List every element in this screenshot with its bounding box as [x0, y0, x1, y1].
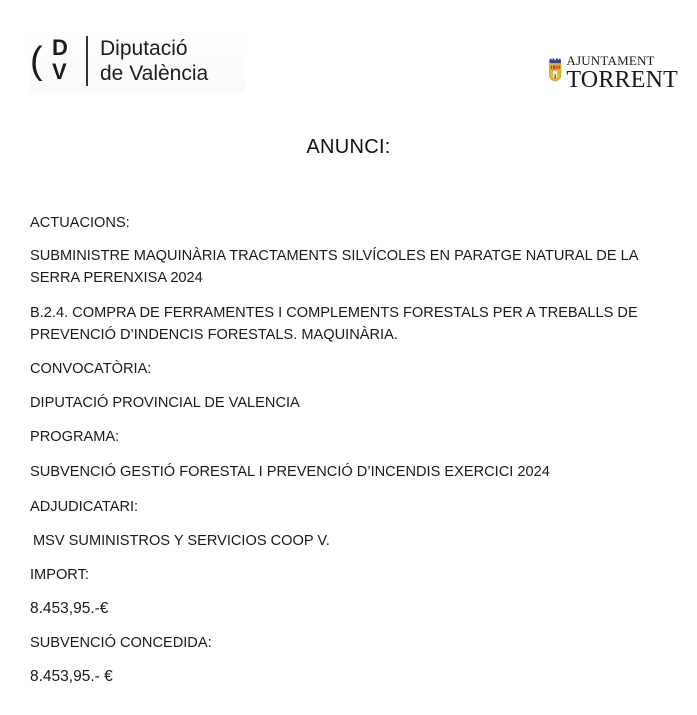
- programa-value: SUBVENCIÓ GESTIÓ FORESTAL I PREVENCIÓ D’INCENDIS EXERCICI 2024: [30, 464, 550, 480]
- programa-label: PROGRAMA:: [30, 429, 120, 445]
- logo-parenthesis: (: [30, 40, 43, 82]
- document-header: [0, 0, 697, 110]
- torrent-logo-text: [566, 48, 678, 92]
- torrent-logo-line1: AJUNTAMENT: [566, 53, 655, 68]
- diputacio-logo-text: [100, 36, 208, 86]
- document-title: ANUNCI:: [306, 136, 391, 158]
- logo-divider: [86, 36, 88, 86]
- adjudicatari-value: MSV SUMINISTROS Y SERVICIOS COOP V.: [33, 533, 330, 549]
- convocatoria-value: DIPUTACIÓ PROVINCIAL DE VALENCIA: [30, 395, 300, 411]
- import-value: 8.453,95.-€: [30, 600, 109, 617]
- actuacio-item-2: B.2.4. COMPRA DE FERRAMENTES I COMPLEMENTS FORESTALS PER A TREBALLS DE PREVENCIÓ D’INDENCIS FORESTALS. MAQUINÀRIA.: [30, 305, 638, 343]
- diputacio-logo-line1: Diputació: [100, 37, 188, 60]
- import-label: IMPORT:: [30, 567, 89, 583]
- torrent-coat-of-arms-icon: [548, 44, 562, 96]
- actuacio-item-1: SUBMINISTRE MAQUINÀRIA TRACTAMENTS SILVÍCOLES EN PARATGE NATURAL DE LA SERRA PERENXISA 2024: [30, 248, 638, 286]
- actuacions-label: ACTUACIONS:: [30, 215, 130, 231]
- dv-logo-mark: [30, 35, 80, 87]
- convocatoria-label: CONVOCATÒRIA:: [30, 361, 152, 377]
- ajuntament-torrent-logo: [548, 44, 678, 96]
- diputacio-valencia-logo: [30, 30, 245, 92]
- logo-letter-v: V: [52, 59, 67, 84]
- subvencio-concedida-label: SUBVENCIÓ CONCEDIDA:: [30, 635, 212, 651]
- torrent-logo-line2: TORRENT: [566, 67, 678, 93]
- adjudicatari-label: ADJUDICATARI:: [30, 499, 139, 515]
- logo-letter-d: D: [52, 35, 68, 60]
- subvencio-concedida-value: 8.453,95.- €: [30, 668, 113, 685]
- diputacio-logo-line2: de València: [100, 62, 209, 85]
